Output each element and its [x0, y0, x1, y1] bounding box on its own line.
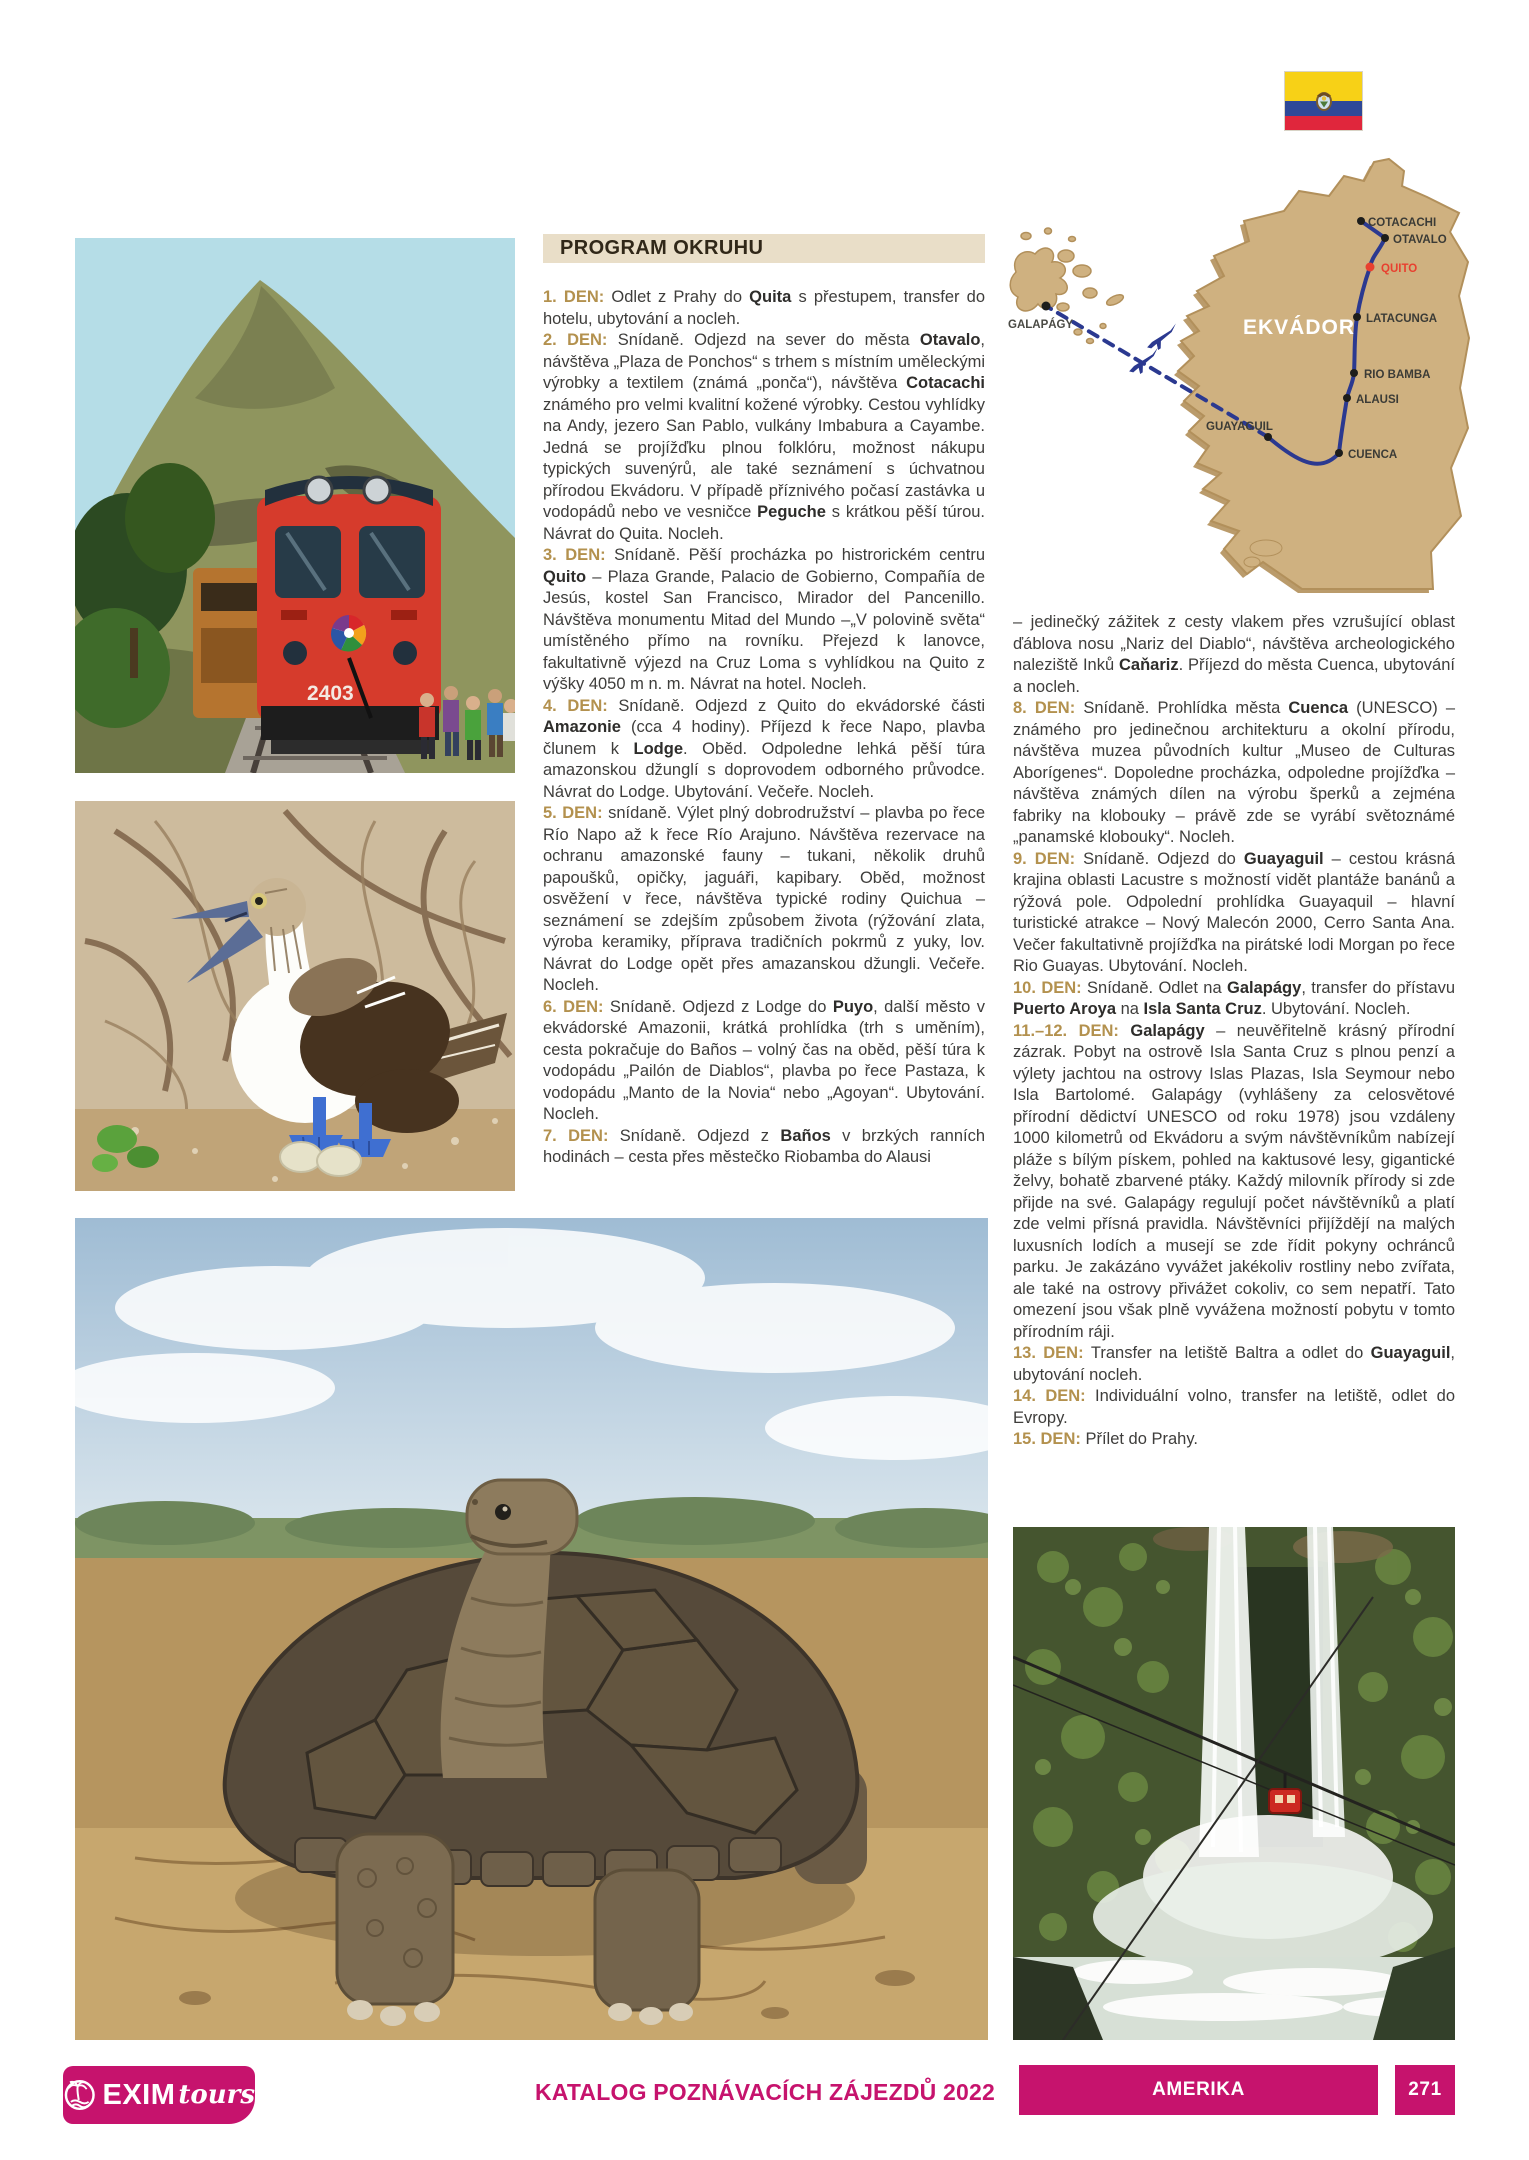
egg: [280, 1142, 322, 1172]
itinerary-day: 9. DEN: Snídaně. Odjezd do Guayaguil – cestou krásná krajina oblasti Lacustre s možností vidět plantáže banánů a rýžová pole. Odpolední prohlídka Guayaquil – hlavní turistické atrakce – Nový Malecón 2000, Cerro Santa Ana. Večer fakultativně projížďka na pirátské lodi Morgan po řece Rio Guayas. Ubytování. Nocleh.: [1013, 849, 1455, 975]
train-number: 2403: [307, 682, 354, 705]
catalog-title: KATALOG POZNÁVACÍCH ZÁJEZDŮ 2022: [534, 2079, 996, 2105]
map-label-galapagy: GALAPÁGY: [1008, 319, 1074, 331]
day-label: 3. DEN:: [543, 546, 615, 564]
day-label: 2. DEN:: [543, 331, 618, 349]
day-label: 13. DEN:: [1013, 1344, 1091, 1362]
itinerary-day: 15. DEN: Přílet do Prahy.: [1013, 1430, 1198, 1448]
map-label-cotacachi: COTACACHI: [1368, 217, 1437, 229]
map-label-otavalo: OTAVALO: [1393, 234, 1447, 246]
page-number: 271: [1408, 2079, 1442, 2100]
egg: [317, 1146, 361, 1176]
day-label: 15. DEN:: [1013, 1430, 1086, 1448]
flag-red-stripe: [1285, 116, 1362, 131]
page-number-badge: [1395, 2065, 1455, 2115]
ecuador-route-map: [980, 140, 1529, 605]
program-heading-bar: [543, 234, 985, 263]
tortoise-illustration: [75, 1218, 988, 2040]
train-photo: [75, 238, 515, 773]
map-label-ekvador: EKVÁDOR: [1243, 316, 1356, 339]
waterfall-illustration: [1013, 1527, 1455, 2040]
map-label-cuenca: CUENCA: [1348, 449, 1398, 461]
itinerary-day: 4. DEN: Snídaně. Odjezd z Quito do ekvádorské části Amazonie (cca 4 hodiny). Příjezd k řece Napo, plavba člunem k Lodge. Oběd. Odpoledne lehká pěší túra amazonskou džunglí s doprovodem odborného průvodce. Návrat do Lodge. Ubytování. Večeře. Nocleh.: [543, 696, 986, 801]
section-label: AMERIKA: [1152, 2079, 1245, 2100]
itinerary-day: 5. DEN: snídaně. Výlet plný dobrodružství – plavba po řece Río Napo až k řece Río Arajuno. Návštěva rezervace na ochranu amazonské fauny – tukani, několik druhů papoušků, opičky, jaguáři, kapibary. Oběd, možnost osvěžení v řece, návštěva typické rodiny Quichua – seznámení se zdejším způsobem života (rýžování zlata, výroba keramiky, příprava tradičních pokrmů z yuky, lov. Návrat do Lodge opět přes amazanskou džungli. Večeře. Nocleh.: [543, 804, 985, 994]
itinerary-day: 7. DEN: Snídaně. Odjezd z Baños v brzkých ranních hodinách – cesta přes městečko Riobamba do Alausi: [543, 1126, 986, 1166]
itinerary-column-left: [543, 287, 985, 1169]
logo-text-exim: EXIM: [102, 2078, 176, 2111]
map-label-quito: QUITO: [1381, 263, 1418, 275]
logo-text-tours: tours: [178, 2080, 255, 2110]
booby-bird-illustration: [75, 801, 515, 1191]
map-label-latacunga: LATACUNGA: [1366, 313, 1438, 325]
train-photo-illustration: [75, 238, 515, 773]
ecuador-flag: [1285, 72, 1362, 130]
day-label: 11.–12. DEN:: [1013, 1021, 1131, 1040]
day-label: 14. DEN:: [1013, 1387, 1096, 1405]
itinerary-day: 8. DEN: Snídaně. Prohlídka města Cuenca (UNESCO) – známého pro jedinečnou architekturu a okolní přírodu, návštěva muzea původních kultur „Museo de Culturas Aborígenes“. Dopoledne procházka, odpoledne projížďka – návštěva známých dílen na výrobu šperků a zejména fabriky na klobouky – právě zde se vyrábí světoznámé „panamské klobouky“. Nocleh.: [1013, 699, 1455, 846]
waterfall-photo: [1013, 1527, 1455, 2040]
section-badge: [1019, 2065, 1378, 2115]
map-illustration: [980, 140, 1529, 605]
itinerary-continuation: – jedinečký zážitek z cesty vlakem přes vzrušující oblast ďáblova nosu „Nariz del Diablo“, návštěva archeologického naleziště Inků Caňariz. Příjezd do města Cuenca, ubytování a nocleh.: [1013, 613, 1455, 696]
ecuador-coat-of-arms: [1311, 87, 1337, 113]
itinerary-day: 2. DEN: Snídaně. Odjezd na sever do města Otavalo, návštěva „Plaza de Ponchos“ s trhem s místním uměleckými výrobky a textilem (známá „ponča“), návštěva Cotacachi známého pro velmi kvalitní kožené výrobky. Cestou vyhlídky na Andy, jezero San Pablo, vulkány Imbabura a Cayambe. Jedná se projížďku plnou folklóru, možnost nákupu typických suvenýrů, ale také seznámení s úchvatnou přírodou Ekvádoru. V případě příznivého počasí zastávka u vodopádů nebo ve vesničce Peguche s krátkou pěší túrou. Návrat do Quita. Nocleh.: [543, 331, 986, 543]
day-label: 8. DEN:: [1013, 699, 1084, 717]
program-heading: PROGRAM OKRUHU: [560, 237, 764, 259]
itinerary-day: 6. DEN: Snídaně. Odjezd z Lodge do Puyo, další město v ekvádorské Amazonii, krátká prohlídka (trh s uměním), cesta pokračuje do Baños – volný čas na oběd, pěší túra k vodopádu „Pailón de Diablos“, plavba po řece Pastaza, k vodopádu „Manto de la Novia“ nebo „Agoyan“. Ubytování. Nocleh.: [543, 997, 986, 1123]
day-label: 6. DEN:: [543, 997, 610, 1016]
itinerary-day: 10. DEN: Snídaně. Odlet na Galapágy, transfer do přístavu Puerto Aroya na Isla Santa Cruz. Ubytování. Nocleh.: [1013, 978, 1456, 1018]
itinerary-day: 14. DEN: Individuální volno, transfer na letiště, odlet do Evropy.: [1013, 1387, 1455, 1427]
map-label-guayaquil: GUAYAGUIL: [1206, 421, 1273, 433]
map-label-riobamba: RIO BAMBA: [1364, 369, 1431, 381]
itinerary-day: 3. DEN: Snídaně. Pěší procházka po histrorickém centru Quito – Plaza Grande, Palacio de Gobierno, Compañía de Jesús, kostel San Francisco, Mirador del Pancenillo. Návštěva monumentu Mitad del Mundo –„V polovině světa“ umístěného přímo na rovníku. Přejezd k lanovce, fakultativně výjezd na Cruz Loma s vyhlídkou na Quito z výšky 4050 m n. m. Návrat na hotel. Nocleh.: [543, 546, 985, 693]
itinerary-day: 1. DEN: Odlet z Prahy do Quita s přestupem, transfer do hotelu, ubytování a nocleh.: [543, 288, 986, 328]
day-label: 7. DEN:: [543, 1126, 620, 1145]
day-label: 5. DEN:: [543, 804, 609, 822]
day-label: 1. DEN:: [543, 288, 612, 306]
day-label: 9. DEN:: [1013, 849, 1084, 868]
tortoise-photo: [75, 1218, 988, 2040]
day-label: 10. DEN:: [1013, 978, 1088, 997]
locomotive: [257, 476, 441, 754]
map-label-alausi: ALAUSI: [1356, 394, 1399, 406]
day-label: 4. DEN:: [543, 696, 619, 715]
booby-bird-photo: [75, 801, 515, 1191]
itinerary-day: 13. DEN: Transfer na letiště Baltra a odlet do Guayaguil, ubytování nocleh.: [1013, 1344, 1456, 1384]
itinerary-day: 11.–12. DEN: Galapágy – neuvěřitelně krásný přírodní zázrak. Pobyt na ostrově Isla Santa Cruz s plnou penzí a výlety jachtou na ostrovy Islas Plazas, Isla Seymour nebo Isla Bartolomé. Galapágy (vyhlášeny za celosvětové přírodní dědictví UNESCO od roku 1978) jsou vzdáleny 1000 kilometrů od Ekvádoru a svým návštěvníkům nabízejí pláže s bílým pískem, pohled na kaktusové lesy, gigantické želvy, bohatě zbarvené ptáky. Každý milovník přírody si zde přijde na své. Galapágy regulují počet návštěvníků a platí zde velmi přísná pravidla. Návštěvníci přijíždějí na malých luxusních lodích a musejí se zde řídit pokyny ochránců parku. Je zakázáno vyvážet jakékoliv rostliny nebo zvířata, ale také na ostrovy přivážet cokoliv, co sem nepatří. Tato omezení jsou však plně vyvážena možností pobytu v tomto přírodním ráji.: [1013, 1021, 1456, 1341]
itinerary-column-right: [1013, 612, 1455, 1451]
